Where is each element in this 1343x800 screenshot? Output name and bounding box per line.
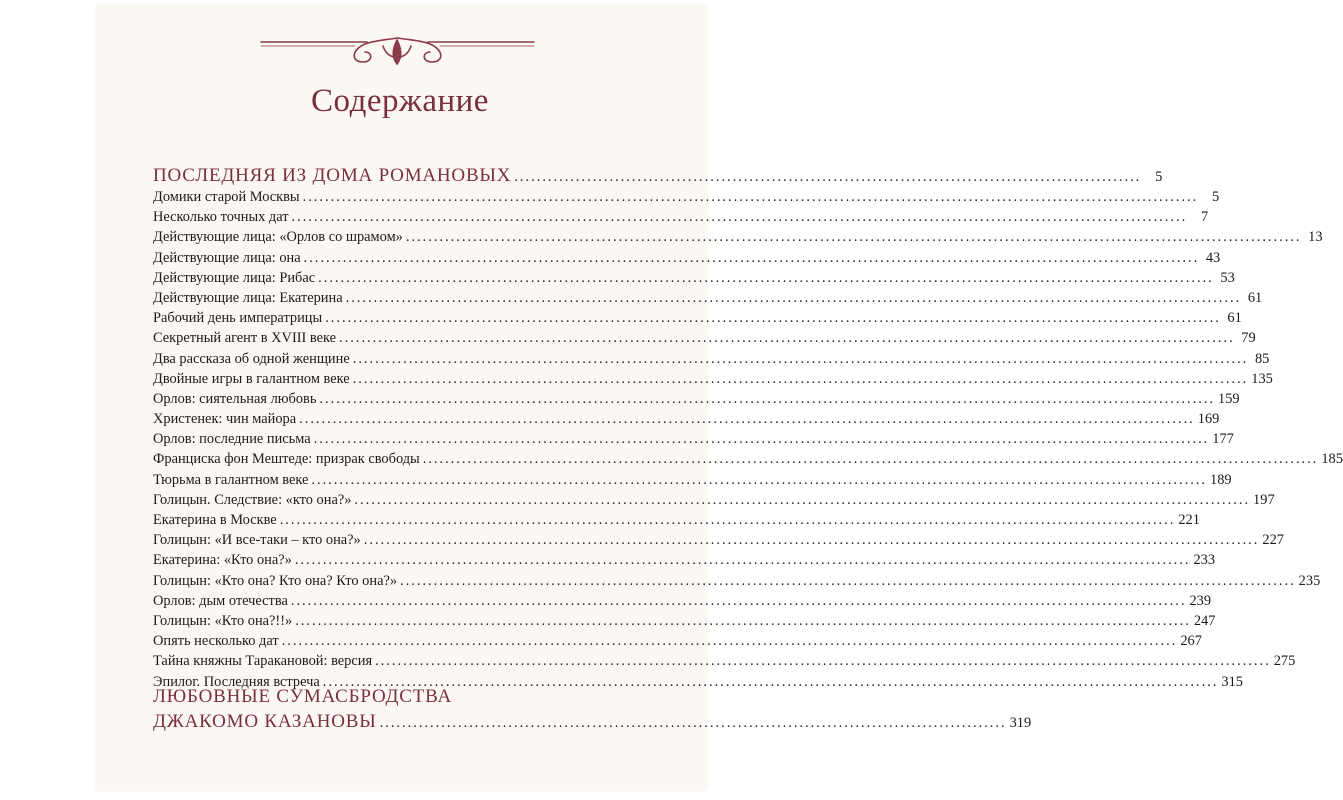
dot-leader: ................................................................................................................................................................ (311, 471, 1208, 488)
page-number: 247 (1193, 612, 1216, 629)
entry-title: Эпилог. Последняя встреча (153, 673, 320, 690)
entry-title: Орлов: сиятельная любовь (153, 390, 317, 407)
page-number: 235 (1298, 572, 1321, 589)
dot-leader: ................................................................................................................................................................ (322, 673, 1219, 690)
entry-title: Опять несколько дат (153, 633, 279, 650)
entry-title: Христенек: чин майора (153, 411, 297, 428)
toc-entry (153, 449, 1343, 469)
page-number: 169 (1197, 411, 1220, 428)
entry-title: Действующие лица: «Орлов со шрамом» (153, 229, 403, 246)
toc-entry (153, 288, 1263, 308)
entry-title: Тайна княжны Таракановой: версия (153, 653, 373, 670)
toc-part-1 (153, 165, 1163, 187)
dot-leader: ................................................................................................................................................................ (279, 512, 1176, 528)
part-title-line1: ЛЮБОВНЫЕ СУМАСБРОДСТВА (153, 686, 452, 707)
entry-title: Екатерина: «Кто она?» (153, 552, 292, 569)
dot-leader: ................................................................................................................................................................ (354, 491, 1251, 508)
entry-title: Два рассказа об одной женщине (153, 350, 350, 367)
page-number: 267 (1180, 633, 1202, 650)
entry-title: Франциска фон Мештеде: призрак свободы (153, 451, 420, 468)
page-number: 135 (1251, 370, 1273, 387)
table-of-contents (153, 165, 1343, 692)
page-number: 79 (1241, 330, 1256, 347)
entry-title: Действующие лица: Екатерина (153, 289, 343, 306)
page-number: 189 (1210, 471, 1232, 488)
page-number: 233 (1193, 552, 1216, 569)
toc-entry (153, 227, 1323, 247)
page-number: 13 (1308, 229, 1323, 246)
toc-entry (153, 591, 1212, 611)
dot-leader: ................................................................................................................................................................ (375, 653, 1271, 670)
dot-leader: ................................................................................................................................................................ (299, 411, 1195, 428)
entry-title: Голицын. Следствие: «кто она?» (153, 491, 352, 508)
entry-title: Орлов: дым отечества (153, 592, 288, 609)
page-number: 5 (1155, 169, 1163, 185)
scroll-flourish-icon (255, 30, 540, 70)
toc-entry (153, 550, 1216, 570)
toc-entry (153, 631, 1202, 651)
entry-title: Голицын: «Кто она?!!» (153, 612, 293, 629)
dot-leader: ................................................................................................................................................................ (303, 249, 1200, 266)
dot-leader: ................................................................................................................................................................ (302, 189, 1199, 205)
page-number: 53 (1220, 269, 1235, 286)
page-number: 177 (1212, 431, 1234, 448)
entry-title: Орлов: последние письма (153, 431, 311, 448)
dot-leader: ................................................................................................................................................................ (319, 390, 1216, 407)
toc-entry (153, 207, 1209, 227)
entry-title: Действующие лица: Рибас (153, 269, 316, 286)
toc-entry (153, 571, 1321, 591)
dot-leader: ................................................................................................................................................................ (295, 612, 1191, 629)
page-number: 275 (1273, 653, 1296, 670)
dot-leader: ................................................................................................................................................................ (313, 431, 1210, 448)
toc-entry (153, 349, 1270, 369)
page-number: 85 (1254, 350, 1270, 367)
toc-entry (153, 328, 1256, 348)
entry-title: Домики старой Москвы (153, 189, 300, 205)
entry-title: Екатерина в Москве (153, 512, 277, 528)
entry-title: Действующие лица: она (153, 249, 301, 266)
toc-entry (153, 651, 1296, 671)
entry-title: Голицын: «И все-таки – кто она?» (153, 532, 361, 549)
dot-leader: ................................................................................................................................................................ (325, 310, 1221, 327)
toc-part-2 (153, 684, 1032, 734)
entry-title: Несколько точных дат (153, 209, 289, 226)
dot-leader: ................................................................................................................................................................ (352, 370, 1249, 387)
toc-entry (153, 389, 1240, 409)
dot-leader: ................................................................................................................................................................ (290, 592, 1187, 609)
dot-leader: ................................................................................................................................................................ (294, 552, 1191, 569)
dot-leader: ................................................................................................................................................................ (291, 209, 1188, 226)
page-title: Содержание (311, 83, 489, 119)
part-title-line2: ДЖАКОМО КАЗАНОВЫ (153, 711, 377, 732)
page-number: 221 (1178, 512, 1200, 528)
toc-entry (153, 490, 1275, 510)
dot-leader: ................................................................................................................................................................ (400, 572, 1296, 589)
entry-title: Тюрьма в галантном веке (153, 471, 309, 488)
dot-leader: ................................................................................................................................................................ (352, 350, 1249, 367)
page-number: 185 (1321, 451, 1343, 468)
page-number: 61 (1247, 289, 1263, 306)
part-title: ПОСЛЕДНЯЯ ИЗ ДОМА РОМАНОВЫХ (153, 165, 512, 186)
dot-leader: ................................................................................................................................................................ (339, 330, 1235, 347)
toc-entry (153, 429, 1234, 449)
dot-leader: ................................................................................................................................................................ (345, 289, 1242, 306)
dot-leader: ................................................................................................................................................................ (318, 269, 1214, 286)
page-number: 197 (1253, 491, 1275, 508)
toc-entry (153, 611, 1216, 631)
dot-leader: ................................................................................................................ (379, 715, 1007, 731)
toc-entry (153, 369, 1273, 389)
entry-title: Рабочий день императрицы (153, 310, 323, 327)
entry-title: Секретный агент в XVIII веке (153, 330, 337, 347)
dot-leader: ................................................................................................................ (514, 169, 1142, 185)
page-number: 61 (1227, 310, 1242, 327)
toc-entry (153, 268, 1235, 288)
page-number: 43 (1205, 249, 1221, 266)
toc-entry (153, 248, 1221, 268)
entry-title: Голицын: «Кто она? Кто она? Кто она?» (153, 572, 398, 589)
toc-entry (153, 530, 1284, 550)
page-number: 7 (1200, 209, 1209, 226)
dot-leader: ................................................................................................................................................................ (405, 229, 1302, 246)
toc-entry (153, 308, 1242, 328)
dot-leader: ................................................................................................................................................................ (422, 451, 1319, 468)
entry-title: Двойные игры в галантном веке (153, 370, 350, 387)
toc-entry (153, 470, 1232, 490)
toc-entry (153, 187, 1220, 207)
page-number: 5 (1212, 189, 1220, 205)
page-number: 159 (1218, 390, 1240, 407)
toc-entry (153, 409, 1220, 429)
dot-leader: ................................................................................................................................................................ (281, 633, 1178, 650)
toc-entry (153, 510, 1200, 530)
page-number: 227 (1262, 532, 1284, 549)
page-number: 315 (1221, 673, 1243, 690)
page-number: 319 (1009, 715, 1032, 731)
dot-leader: ................................................................................................................................................................ (363, 532, 1260, 549)
page-number: 239 (1189, 592, 1212, 609)
